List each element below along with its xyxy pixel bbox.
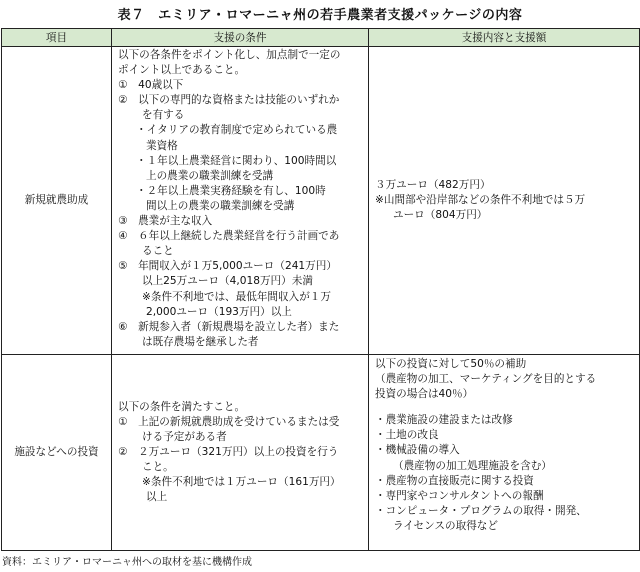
support-line: ・農産物の直接販売に関する投資 xyxy=(375,474,534,487)
row-support xyxy=(369,355,640,551)
condition-line: ること xyxy=(142,245,174,258)
condition-line: ※条件不利地では１万ユーロ（161万円） xyxy=(142,476,341,489)
table-row xyxy=(2,47,640,355)
row-item-new-farmer-grant: 新規就農助成 xyxy=(2,47,112,355)
condition-line: ける予定がある者 xyxy=(142,430,227,443)
row-conditions xyxy=(112,47,369,355)
table-row xyxy=(2,355,640,551)
row-conditions xyxy=(112,355,369,551)
support-line: （農産物の加工処理施設を含む） xyxy=(393,459,552,472)
condition-line: 上の農業の職業訓練を受講 xyxy=(146,169,274,182)
support-line: ・機械設備の導入 xyxy=(375,444,460,457)
condition-line: を有する xyxy=(142,109,185,122)
condition-line: 2,000ユーロ（193万円）以上 xyxy=(146,305,292,318)
condition-line: は既存農場を継承した者 xyxy=(142,335,259,348)
condition-line: ・１年以上農業経営に関わり、100時間以 xyxy=(136,154,337,167)
condition-line: ④ ６年以上継続した農業経営を行う計画であ xyxy=(118,230,340,243)
table-header-row xyxy=(2,29,640,47)
condition-line: ① 上記の新規就農助成を受けているまたは受 xyxy=(118,415,340,428)
support-line: 投資の場合は40％） xyxy=(375,388,474,401)
condition-line: 以上 xyxy=(146,491,168,504)
support-line: ・コンピュータ・プログラムの取得・開発、 xyxy=(375,504,587,517)
condition-line: ⑥ 新規参入者（新規農場を設立した者）また xyxy=(118,320,340,333)
condition-line: こと。 xyxy=(142,461,174,474)
condition-line: 以上25万ユーロ（4,018万円）未満 xyxy=(142,275,313,288)
header-support: 支援内容と支援額 xyxy=(369,29,640,47)
condition-line: ※条件不利地では、最低年間収入が１万 xyxy=(142,290,331,303)
condition-line: ② 以下の専門的な資格または技能のいずれか xyxy=(118,94,340,107)
header-item: 項目 xyxy=(2,29,112,47)
row-support xyxy=(369,47,640,355)
condition-line: ① 40歳以下 xyxy=(118,79,184,92)
header-conditions: 支援の条件 xyxy=(112,29,369,47)
condition-line: 業資格 xyxy=(146,139,178,152)
condition-line: 間以上の農業の職業訓練を受講 xyxy=(146,199,295,212)
condition-line: ② ２万ユーロ（321万円）以上の投資を行う xyxy=(118,445,339,458)
condition-line: ・２年以上農業実務経験を有し、100時 xyxy=(136,184,326,197)
condition-line: 以下の条件を満たすこと。 xyxy=(118,400,246,413)
support-line: ３万ユーロ（482万円） xyxy=(375,178,491,191)
support-line: ※山間部や沿岸部などの条件不利地では５万 xyxy=(375,193,586,206)
condition-line: ・イタリアの教育制度で定められている農 xyxy=(136,124,338,137)
support-package-table xyxy=(1,28,640,551)
source-note: 資料：エミリア・ロマーニャ州への取材を基に機構作成 xyxy=(2,557,252,568)
support-line: 以下の投資に対して50％の補助 xyxy=(375,358,527,370)
support-line: ・農業施設の建設または改修 xyxy=(375,414,513,427)
condition-line: ⑤ 年間収入が１万5,000ユーロ（241万円） xyxy=(118,260,337,273)
row-item-facility-investment: 施設などへの投資 xyxy=(2,355,112,551)
support-line: ・土地の改良 xyxy=(375,429,439,442)
condition-line: ポイント以上であること。 xyxy=(118,64,246,77)
support-line: ・専門家やコンサルタントへの報酬 xyxy=(375,489,544,502)
condition-line: ③ 農業が主な収入 xyxy=(118,215,213,228)
support-line: （農産物の加工、マーケティングを目的とする xyxy=(375,373,597,386)
spacer xyxy=(375,402,633,413)
support-line: ユーロ（804万円） xyxy=(393,209,488,222)
support-line: ライセンスの取得など xyxy=(393,519,498,532)
condition-line: 以下の各条件をポイント化し、加点制で一定の xyxy=(118,49,341,61)
table-title: 表７ エミリア・ロマーニャ州の若手農業者支援パッケージの内容 xyxy=(117,8,523,23)
